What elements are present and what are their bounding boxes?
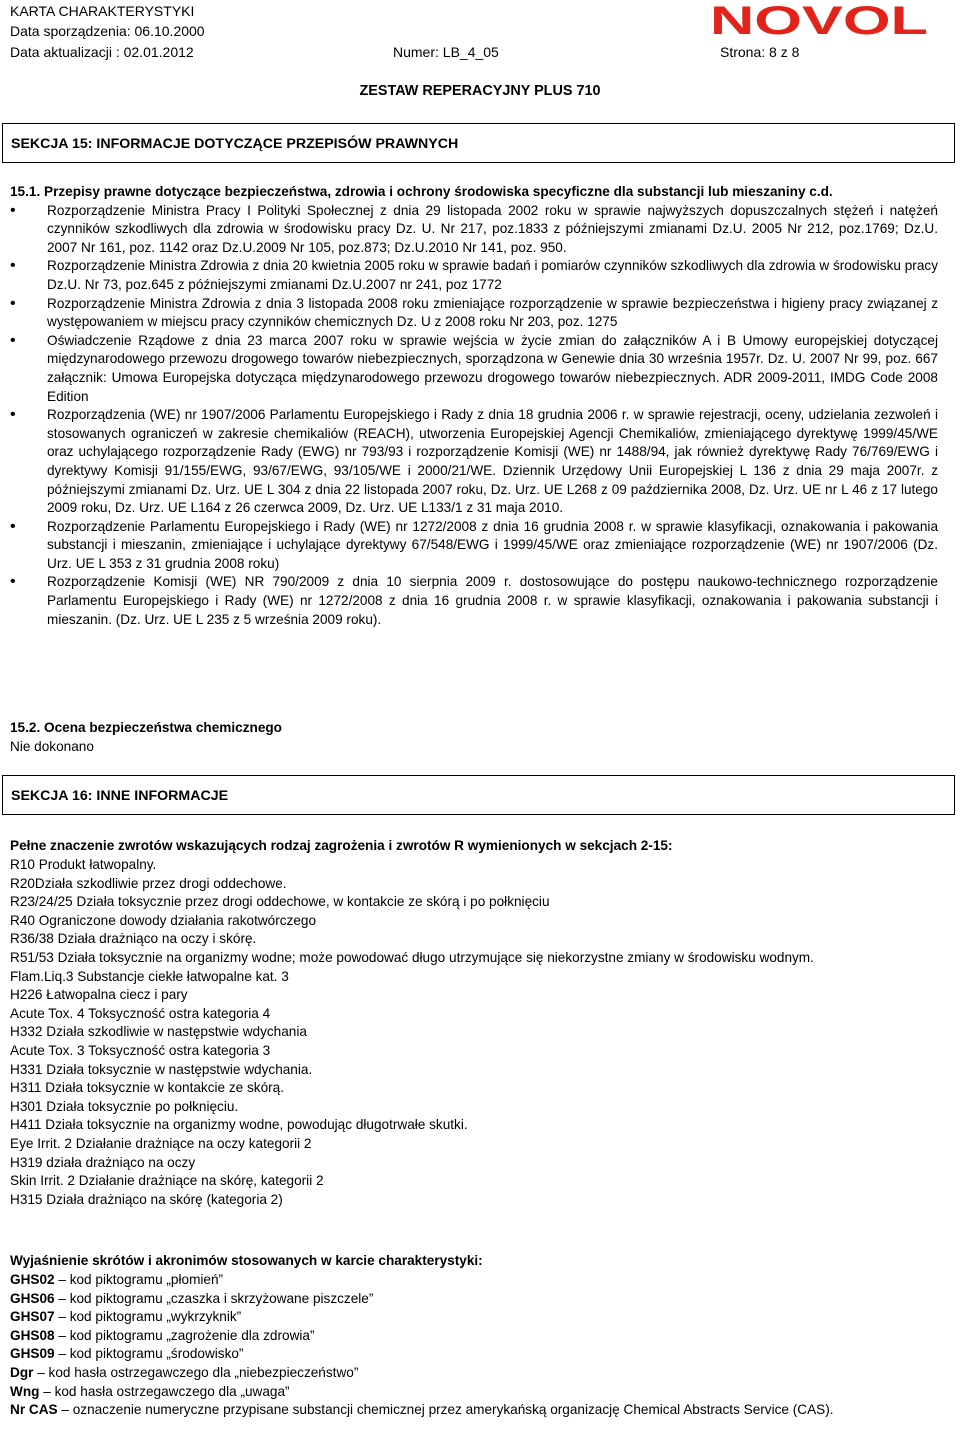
regulation-item: • Rozporządzenie Komisji (WE) NR 790/2009 z dnia 10 sierpnia 2009 r. dostosowujące do postępu naukowo-technicznego rozporządzenie Parlamentu Europejskiego i Rady (WE) nr 1272/2008 z dnia 16 grudnia 2008 r. w sprawie klasyfikacji, oznakowania i pakowania substancji i mieszanin. (Dz. Urz. UE L 235 z 5 września 2009 roku). [10,573,938,629]
abbreviation-item [10,1364,938,1383]
phrase-item: H332 Działa szkodliwie w następstwie wdychania [10,1024,307,1040]
phrase-item: H301 Działa toksycznie po połknięciu. [10,1098,239,1114]
abbreviation-item [10,1401,938,1420]
abbreviation-desc: – kod hasła ostrzegawczego dla „uwaga” [39,1383,290,1399]
abbreviation-term: GHS06 [10,1290,55,1306]
abbreviation-term: Nr CAS [10,1402,58,1418]
abbreviation-term: GHS08 [10,1327,55,1343]
logo-text: NOVOL [710,2,928,38]
abbreviation-item [10,1383,938,1402]
abbreviation-desc: – kod piktogramu „zagrożenie dla zdrowia” [54,1327,315,1343]
abbreviation-item [10,1345,938,1364]
abbreviation-item [10,1290,938,1309]
phrase-item: R23/24/25 Działa toksycznie przez drogi oddechowe, w kontakcie ze skórą i po połknięciu [10,894,550,910]
phrase-item: Eye Irrit. 2 Działanie drażniące na oczy kategorii 2 [10,1135,312,1151]
phrase-item: Acute Tox. 3 Toksyczność ostra kategoria 3 [10,1042,271,1058]
document-number: Numer: LB_4_05 [393,44,499,60]
update-date: Data aktualizacji : 02.01.2012 [10,44,194,60]
section-15-header [2,123,955,163]
subsection-15-2-title: 15.2. Ocena bezpieczeństwa chemicznego [10,720,282,735]
phrase-item: R51/53 Działa toksycznie na organizmy wodne; może powodować długo utrzymujące się niekorzystne zmiany w środowisku wodnym. [10,949,814,965]
abbreviation-desc: – kod piktogramu „płomień” [54,1272,224,1287]
abbreviations-list [10,1271,938,1420]
phrase-item: H226 Łatwopalna ciecz i pary [10,987,188,1003]
abbreviation-term: Wng [10,1383,40,1399]
phrase-item: Flam.Liq.3 Substancje ciekłe łatwopalne kat. 3 [10,968,289,984]
novol-logo [708,2,930,38]
regulation-item: • Rozporządzenia (WE) nr 1907/2006 Parlamentu Europejskiego i Rady z dnia 18 grudnia 2006 r. w sprawie rejestracji, oceny, udzielania zezwoleń i stosowanych ograniczeń w zakresie chemikaliów (REACH), utworzenia Europejskiej Agencji Chemikaliów, zmieniającego dyrektywę 1999/45/WE oraz uchylającego rozporządzenie Rady (EWG) nr 793/93 i rozporządzenie Komisji (WE) nr 1488/94, jak również dyrektywę Rady 76/769/EWG i dyrektywy Komisji 91/155/EWG, 93/67/EWG, 93/105/WE i 2000/21/WE. Dziennik Urzędowy Unii Europejskiej L 136 z dnia 29 maja 2007r. z późniejszymi zmianami Dz. Urz. UE L 304 z dnia 22 listopada 2007 roku, Dz. Urz. UE L268 z 09 października 2008, Dz. Urz. UE nr L 46 z 17 lutego 2009 roku, Dz. Urz. UE L164 z 26 czerwca 2009, Dz. Urz. UE L133/1 z 31 maja 2010. [10,406,938,518]
abbreviation-term: GHS02 [10,1272,55,1287]
abbreviation-desc: – kod piktogramu „czaszka i skrzyżowane piszczele” [54,1290,374,1306]
abbreviation-item [10,1308,938,1327]
phrase-item: Acute Tox. 4 Toksyczność ostra kategoria 4 [10,1005,271,1021]
phrase-item: H331 Działa toksycznie w następstwie wdychania. [10,1061,313,1077]
phrases-list [10,856,938,1209]
abbreviation-term: GHS07 [10,1309,55,1325]
abbreviation-desc: – kod hasła ostrzegawczego dla „niebezpieczeństwo” [33,1364,359,1380]
regulation-item: • Rozporządzenie Ministra Zdrowia z dnia 20 kwietnia 2005 roku w sprawie badań i pomiarów czynników szkodliwych dla zdrowia w środowisku pracy Dz.U. Nr 73, poz.645 z późniejszymi zmianami Dz.U.2007 nr 241, poz 1772 [10,257,938,294]
phrase-item: R20Działa szkodliwie przez drogi oddechowe. [10,875,287,891]
phrase-item: R40 Ograniczone dowody działania rakotwórczego [10,912,317,928]
section-16-title: SEKCJA 16: INNE INFORMACJE [11,788,229,804]
section-16-header [2,775,955,815]
abbreviation-term: GHS09 [10,1346,55,1362]
document-type: KARTA CHARAKTERYSTYKI [10,3,195,19]
phrases-title: Pełne znaczenie zwrotów wskazujących rodzaj zagrożenia i zwrotów R wymienionych w sekcjach 2-15: [10,838,673,853]
phrase-item: H311 Działa toksycznie w kontakcie ze skórą. [10,1080,285,1096]
phrase-item: R10 Produkt łatwopalny. [10,857,157,872]
abbreviation-item [10,1327,938,1346]
product-title: ZESTAW REPERACYJNY PLUS 710 [359,83,601,99]
regulation-item: • Rozporządzenie Ministra Pracy I Polityki Społecznej z dnia 29 listopada 2002 roku w sprawie najwyższych dopuszczalnych stężeń i natężeń czynników szkodliwych dla zdrowia w środowisku pracy Dz. U. Nr 217, poz.1833 z późniejszymi zmianami Dz.U. 2005 Nr 212, poz.1769; Dz.U. 2007 Nr 161, poz. 1142 oraz Dz.U.2009 Nr 105, poz.873; Dz.U.2010 Nr 141, poz. 950. [10,202,938,258]
phrase-item: H411 Działa toksycznie na organizmy wodne, powodując długotrwałe skutki. [10,1117,468,1133]
abbreviation-desc: – kod piktogramu „wykrzyknik” [54,1309,242,1325]
phrase-item: R36/38 Działa drażniąco na oczy i skórę. [10,931,257,947]
creation-date: Data sporządzenia: 06.10.2000 [10,23,205,39]
subsection-15-1-title: 15.1. Przepisy prawne dotyczące bezpieczeństwa, zdrowia i ochrony środowiska specyficzne dla substancji lub mieszaniny c.d. [10,184,833,199]
page-number: Strona: 8 z 8 [720,44,800,60]
abbreviation-desc: – oznaczenie numeryczne przypisane substancji chemicznej przez amerykańską organizację Chemical Abstracts Service (CAS). [57,1402,834,1418]
abbreviations-title: Wyjaśnienie skrótów i akronimów stosowanych w karcie charakterystyki: [10,1253,483,1268]
phrase-item: H319 działa drażniąco na oczy [10,1154,196,1170]
regulation-item: • Rozporządzenie Ministra Zdrowia z dnia 3 listopada 2008 roku zmieniające rozporządzenie w sprawie bezpieczeństwa i higieny pracy związanej z występowaniem w miejscu pracy czynników chemicznych Dz. U z 2008 roku Nr 203, poz. 1275 [10,295,938,332]
abbreviation-term: Dgr [10,1364,34,1380]
subsection-15-2-text: Nie dokonano [10,739,94,754]
phrase-item: H315 Działa drażniąco na skórę (kategoria 2) [10,1191,283,1207]
section-15-title: SEKCJA 15: INFORMACJE DOTYCZĄCE PRZEPISÓW PRAWNYCH [11,136,459,152]
regulation-list [10,202,938,630]
abbreviation-item [10,1271,938,1290]
regulation-item: • Oświadczenie Rządowe z dnia 23 marca 2007 roku w sprawie wejścia w życie zmian do załączników A i B Umowy europejskiej dotyczącej międzynarodowego przewozu drogowego towarów niebezpiecznych, sporządzona w Genewie dnia 30 września 1957r. Dz. U. 2007 Nr 99, poz. 667 załącznik: Umowa Europejska dotycząca międzynarodowego przewozu drogowego towarów niebezpiecznych. ADR 2009-2011, IMDG Code 2008 Edition [10,332,938,406]
abbreviation-desc: – kod piktogramu „środowisko” [54,1346,244,1362]
section-15-content [10,183,938,629]
phrase-item: Skin Irrit. 2 Działanie drażniące na skórę, kategorii 2 [10,1173,324,1189]
regulation-item: • Rozporządzenie Parlamentu Europejskiego i Rady (WE) nr 1272/2008 z dnia 16 grudnia 2008 r. w sprawie klasyfikacji, oznakowania i pakowania substancji i mieszanin, zmieniające i uchylające dyrektywy 67/548/EWG i 1999/45/WE oraz zmieniające rozporządzenie (WE) nr 1907/2006 (Dz. Urz. UE L 353 z 31 grudnia 2008 roku) [10,518,938,574]
